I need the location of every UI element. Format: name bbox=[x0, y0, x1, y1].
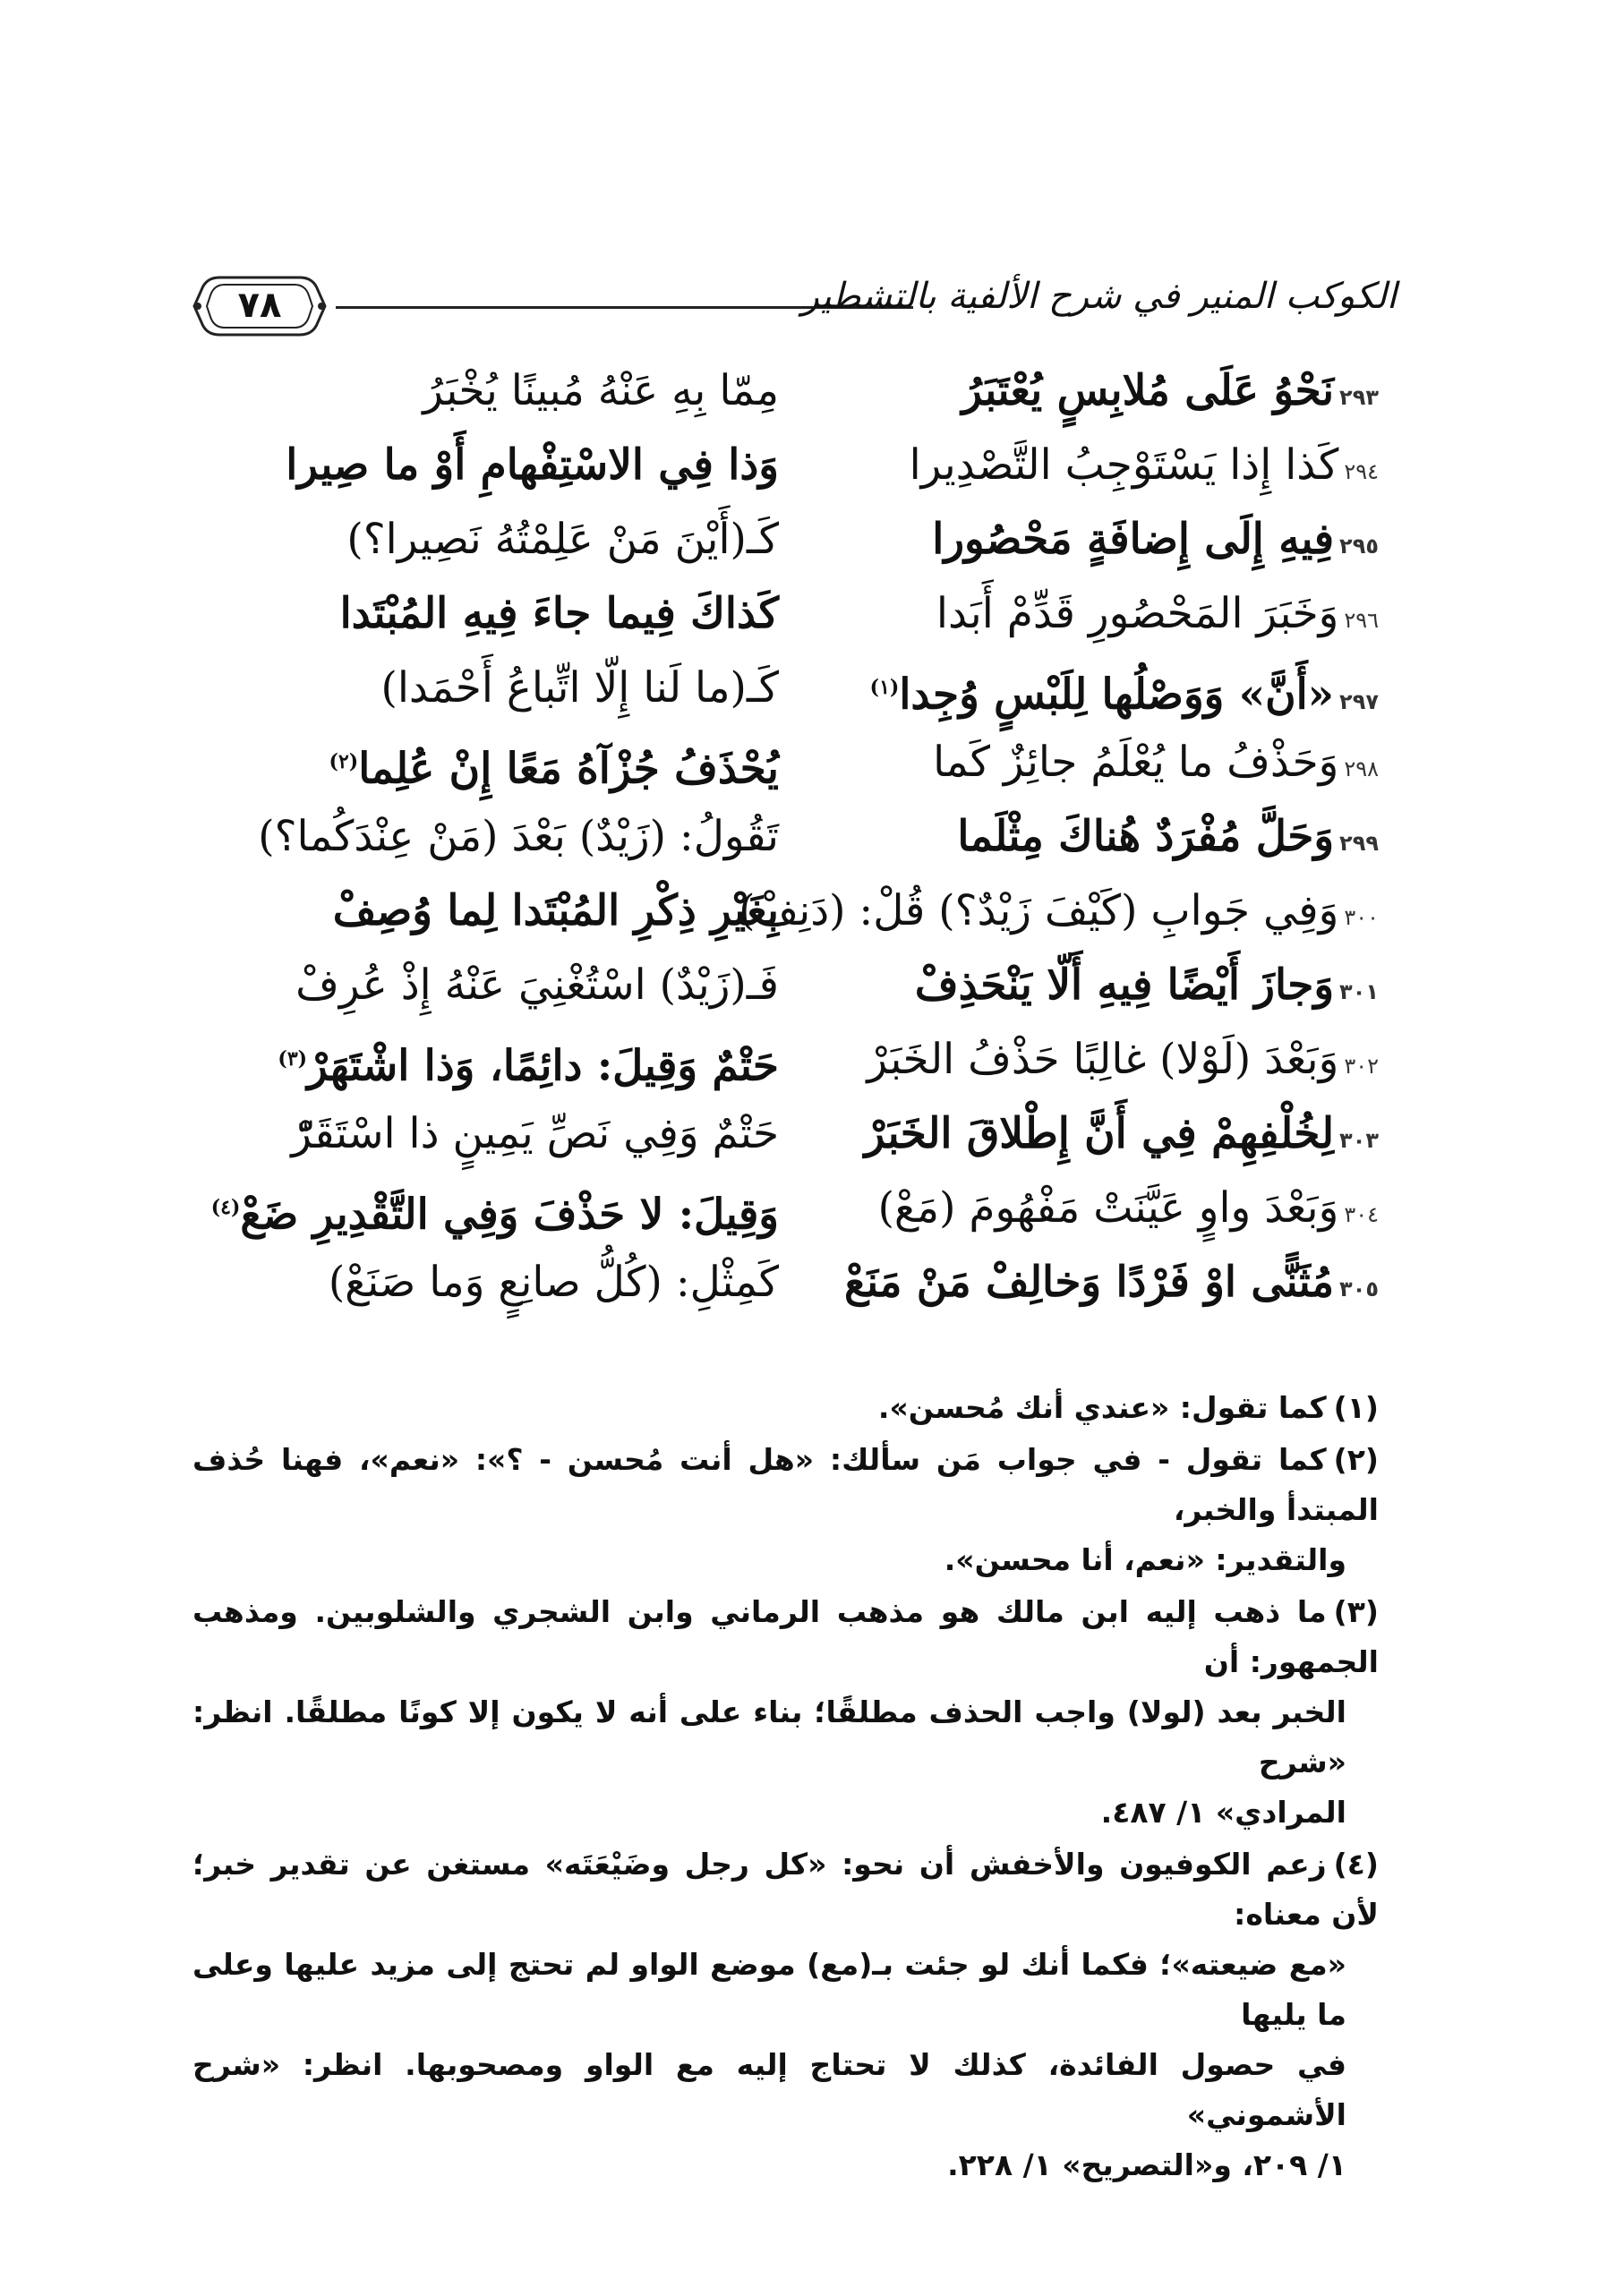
footnote bbox=[192, 1587, 1379, 1838]
verse-number: ٢٩٥ bbox=[1339, 533, 1379, 559]
footnote-line bbox=[192, 2040, 1379, 2140]
verse-second-hemistich bbox=[224, 725, 779, 799]
footnote-marker: (٤) bbox=[210, 1196, 241, 1219]
footnote-text: في حصول الفائدة، كذلك لا تحتاج إليه مع الواو ومصحوبها. انظر: «شرح الأشموني» bbox=[192, 2047, 1346, 2132]
verse-second-text: حَتْمٌ وَفِي نَصِّ يَمِينٍ ذا اسْتَقَرّْ bbox=[291, 1109, 779, 1158]
footnote-text: زعم الكوفيون والأخفش أن نحو: «كل رجل وضَيْعَتَه» مستغن عن تقدير خبر؛ لأن معناه: bbox=[192, 1847, 1379, 1932]
verse-row bbox=[224, 1245, 1379, 1319]
verse-row bbox=[224, 1097, 1379, 1171]
verse-row bbox=[224, 354, 1379, 428]
verse-first-text: وَفِي جَوابِ (كَيْفَ زَيْدٌ؟) قُلْ: (دَنِفْ) bbox=[739, 886, 1339, 935]
footnote-line bbox=[192, 1940, 1379, 2040]
verse-number: ٢٩٤ bbox=[1344, 459, 1379, 484]
verse-second-text: وَذا فِي الاسْتِفْهامِ أَوْ ما صِيرا bbox=[286, 440, 779, 490]
footnote-line bbox=[192, 2140, 1379, 2190]
page-header bbox=[192, 269, 1397, 349]
verse-number: ٣٠١ bbox=[1339, 979, 1379, 1004]
verse-row bbox=[224, 502, 1379, 576]
footnote-line bbox=[192, 1587, 1379, 1687]
page-number: ٧٨ bbox=[237, 285, 282, 326]
verse-number: ٣٠٣ bbox=[1339, 1128, 1379, 1153]
verse-second-text: كَـ(أَيْنَ مَنْ عَلِمْتُهُ نَصِيرا؟) bbox=[346, 515, 779, 564]
verse-second-text: تَقُولُ: (زَيْدٌ) بَعْدَ (مَنْ عِنْدَكُما؟) bbox=[258, 812, 779, 861]
verse-row bbox=[224, 651, 1379, 725]
footnote-text: ١/ ٢٠٩، و«التصريح» ١/ ٢٢٨. bbox=[947, 2147, 1346, 2182]
verse-second-text: كَـ(ما لَنا إِلّا اتِّباعُ أَحْمَدا) bbox=[380, 663, 779, 713]
verse-second-hemistich bbox=[224, 428, 779, 502]
footnote-text: ما ذهب إليه ابن مالك هو مذهب الرماني وابن الشجري والشلوبين. ومذهب الجمهور: أن bbox=[192, 1594, 1379, 1679]
verse-first-hemistich bbox=[806, 1022, 1379, 1097]
footnote-line bbox=[192, 1788, 1379, 1838]
verse-row bbox=[224, 874, 1379, 948]
verse-first-text: فِيهِ إِلَى إِضافَةٍ مَحْصُورا bbox=[932, 515, 1335, 564]
verse-number: ٢٩٨ bbox=[1344, 756, 1379, 781]
footnote-number: (٣) bbox=[1333, 1594, 1379, 1629]
book-title: الكوكب المنير في شرح الألفية بالتشطير bbox=[801, 276, 1397, 317]
verse-second-hemistich bbox=[224, 1097, 779, 1171]
verse-number: ٢٩٩ bbox=[1339, 831, 1379, 856]
verse-second-text: فَـ(زَيْدٌ) اسْتُغْنِيَ عَنْهُ إِذْ عُرِفْ bbox=[295, 960, 779, 1010]
verse-number: ٣٠٤ bbox=[1344, 1202, 1379, 1227]
verse-second-hemistich bbox=[224, 354, 779, 428]
verse-first-hemistich bbox=[806, 428, 1379, 502]
verse-first-text: نَحْوُ عَلَى مُلابِسٍ يُعْتَبَرُ bbox=[962, 366, 1335, 415]
footnote-marker: (١) bbox=[869, 676, 900, 699]
footnote bbox=[192, 1383, 1379, 1433]
footnote-text: المرادي» ١/ ٤٨٧. bbox=[1100, 1795, 1346, 1830]
verse-first-text: لِخُلْفِهِمْ فِي أَنَّ إِطْلاقَ الخَبَرْ bbox=[864, 1109, 1335, 1158]
verse-second-text: كَذاكَ فِيما جاءَ فِيهِ المُبْتَدا bbox=[339, 589, 779, 638]
verse-first-hemistich bbox=[806, 354, 1379, 428]
verse-number: ٣٠٥ bbox=[1339, 1276, 1379, 1302]
footnote-number: (٢) bbox=[1333, 1442, 1379, 1477]
verse-first-hemistich bbox=[806, 651, 1379, 725]
verse-first-text: «أَنَّ» وَوَصْلُها لِلَبْسٍ وُجِدا bbox=[899, 670, 1335, 720]
verse-first-text: مُثَنًّى اوْ فَرْدًا وَخالِفْ مَنْ مَنَعْ bbox=[844, 1258, 1335, 1307]
verse-second-text: وَقِيلَ: لا حَذْفَ وَفِي التَّقْدِيرِ ضَعْ bbox=[240, 1190, 779, 1240]
footnote bbox=[192, 1839, 1379, 2190]
verse-row bbox=[224, 799, 1379, 874]
verse-first-text: وَخَبَرَ المَحْصُورِ قَدِّمْ أَبَدا bbox=[936, 589, 1339, 638]
verse-second-text: يُحْذَفُ جُزْآهُ مَعًا إِنْ عُلِما bbox=[358, 744, 779, 794]
verse-first-hemistich bbox=[806, 1171, 1379, 1245]
verse-row bbox=[224, 725, 1379, 799]
verse-first-text: وَبَعْدَ (لَوْلا) غالِبًا حَذْفُ الخَبَرْ bbox=[867, 1035, 1339, 1084]
verse-number: ٢٩٣ bbox=[1339, 385, 1379, 410]
footnote-number: (١) bbox=[1333, 1390, 1379, 1425]
verse-number: ٣٠٠ bbox=[1344, 905, 1379, 930]
verse-number: ٢٩٦ bbox=[1344, 608, 1379, 633]
verses-block bbox=[210, 354, 1379, 1319]
verse-first-text: وَبَعْدَ واوٍ عَيَّنَتْ مَفْهُومَ (مَعْ) bbox=[877, 1183, 1339, 1233]
verse-first-hemistich bbox=[806, 1097, 1379, 1171]
footnote-line bbox=[192, 1687, 1379, 1788]
verse-first-hemistich bbox=[806, 576, 1379, 651]
verse-row bbox=[210, 1171, 1379, 1245]
verse-number: ٣٠٢ bbox=[1344, 1054, 1379, 1079]
verse-number: ٢٩٧ bbox=[1339, 688, 1379, 714]
verse-row bbox=[224, 948, 1379, 1022]
verse-first-hemistich bbox=[806, 799, 1379, 874]
verse-first-text: وَجازَ أَيْضًا فِيهِ أَلّا يَنْحَذِفْ bbox=[914, 960, 1335, 1010]
footnote-text: كما تقول - في جواب مَن سألك: «هل أنت مُحسن - ؟»: «نعم»، فهنا حُذف المبتدأ والخبر، bbox=[192, 1442, 1379, 1527]
verse-second-text: كَمِثْلِ: (كُلُّ صانِعٍ وَما صَنَعْ) bbox=[328, 1258, 779, 1307]
footnote-line bbox=[192, 1435, 1379, 1535]
verse-first-hemistich bbox=[806, 502, 1379, 576]
verse-row bbox=[224, 576, 1379, 651]
verse-second-hemistich bbox=[224, 799, 779, 874]
verse-first-hemistich bbox=[806, 725, 1379, 799]
footnote bbox=[192, 1435, 1379, 1585]
footnote-text: «مع ضيعته»؛ فكما أنك لو جئت بـ(مع) موضع الواو لم تحتج إلى مزيد عليها وعلى ما يليها bbox=[192, 1947, 1346, 2032]
verse-second-hemistich bbox=[224, 948, 779, 1022]
footnote-text: الخبر بعد (لولا) واجب الحذف مطلقًا؛ بناء على أنه لا يكون إلا كونًا مطلقًا. انظر: «شرح bbox=[192, 1694, 1346, 1780]
verse-second-hemistich bbox=[224, 1245, 779, 1319]
verse-second-text: حَتْمٌ وَقِيلَ: دائِمًا، وَذا اشْتَهَرْ bbox=[307, 1041, 779, 1091]
verse-second-text: بِغَيْرِ ذِكْرِ المُبْتَدا لِما وُصِفْ bbox=[332, 886, 779, 935]
verse-first-text: وَحَذْفُ ما يُعْلَمُ جائِزٌ كَما bbox=[933, 738, 1339, 787]
verse-row bbox=[224, 428, 1379, 502]
verse-row bbox=[224, 1022, 1379, 1097]
footnotes-block bbox=[192, 1383, 1379, 2192]
verse-first-hemistich bbox=[806, 948, 1379, 1022]
verse-second-hemistich bbox=[224, 651, 779, 725]
verse-second-hemistich bbox=[210, 1171, 779, 1245]
verse-first-hemistich bbox=[739, 874, 1379, 948]
verse-second-hemistich bbox=[224, 1022, 779, 1097]
footnote-text: والتقدير: «نعم، أنا محسن». bbox=[944, 1542, 1346, 1577]
verse-first-text: وَحَلَّ مُفْرَدٌ هُناكَ مِثْلَما bbox=[957, 812, 1335, 861]
footnote-number: (٤) bbox=[1333, 1847, 1379, 1882]
footnote-line bbox=[192, 1839, 1379, 1940]
verse-second-hemistich bbox=[224, 502, 779, 576]
verse-second-hemistich bbox=[224, 874, 779, 948]
verse-first-text: كَذا إِذا يَسْتَوْجِبُ التَّصْدِيرا bbox=[909, 440, 1339, 490]
footnote-marker: (٢) bbox=[329, 750, 359, 773]
verse-second-text: مِمّا بِهِ عَنْهُ مُبينًا يُخْبَرُ bbox=[423, 366, 779, 415]
verse-second-hemistich bbox=[224, 576, 779, 651]
footnote-line bbox=[192, 1535, 1379, 1585]
verse-first-hemistich bbox=[806, 1245, 1379, 1319]
page-number-ornament bbox=[192, 269, 327, 344]
footnote-line bbox=[192, 1383, 1379, 1433]
footnote-text: كما تقول: «عندي أنك مُحسن». bbox=[877, 1390, 1327, 1425]
footnote-marker: (٣) bbox=[278, 1047, 308, 1071]
